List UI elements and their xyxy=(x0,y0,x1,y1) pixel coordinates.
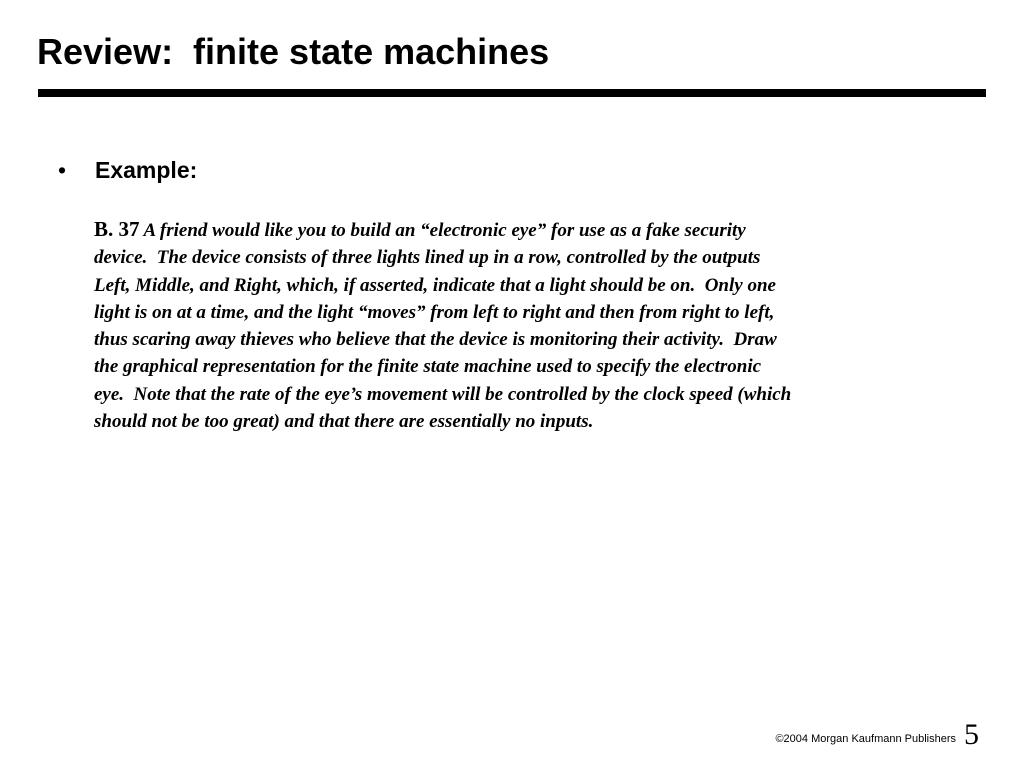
copyright-notice: ©2004 Morgan Kaufmann Publishers xyxy=(775,733,956,745)
page-number: 5 xyxy=(964,718,979,751)
problem-line: eye. Note that the rate of the eye’s movement will be controlled by the clock speed (which xyxy=(94,383,792,405)
bullet-icon: • xyxy=(58,157,67,183)
problem-line: B. 37 A friend would like you to build an “electronic eye” for use as a fake security xyxy=(94,217,746,241)
problem-line: should not be too great) and that there are essentially no inputs. xyxy=(94,411,594,433)
slide-footer xyxy=(775,718,979,752)
problem-line: Left, Middle, and Right, which, if asserted, indicate that a light should be on. Only one xyxy=(94,274,776,296)
problem-reference: B. 37 xyxy=(94,217,140,241)
problem-line: thus scaring away thieves who believe that the device is monitoring their activity. Draw xyxy=(94,329,777,351)
problem-line: the graphical representation for the finite state machine used to specify the electronic xyxy=(94,356,762,378)
problem-line: device. The device consists of three lights lined up in a row, controlled by the outputs xyxy=(94,247,761,269)
title-divider xyxy=(38,89,986,97)
problem-statement xyxy=(94,216,944,435)
problem-line: light is on at a time, and the light “moves” from left to right and then from right to left, xyxy=(94,301,775,323)
slide-title: Review: finite state machines xyxy=(37,31,550,72)
bullet-label: Example: xyxy=(95,157,198,183)
